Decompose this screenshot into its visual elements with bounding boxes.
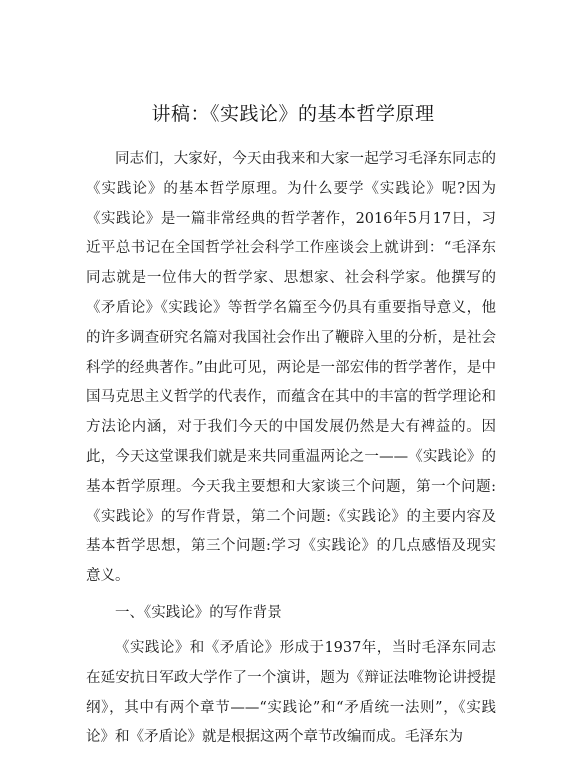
paragraph-background: 《实践论》和《矛盾论》形成于1937年，当时毛泽东同志在延安抗日军政大学作了一个演讲，题为《辩证法唯物论讲授提纲》，其中有两个章节——“实践论”和“矛盾统一法则”，《实践论》和《矛盾论》就是根据这两个章节改编而成。毛泽东为: [86, 639, 496, 746]
section-heading-1: 一、《实践论》的写作背景: [115, 604, 282, 621]
page-title: 讲稿：《实践论》的基本哲学原理: [151, 103, 435, 125]
document-body: [86, 145, 496, 753]
paragraph-intro: 同志们，大家好，今天由我来和大家一起学习毛泽东同志的《实践论》的基本哲学原理。为什么要学《实践论》呢?因为《实践论》是一篇非常经典的哲学著作，2016年5月17日，习近平总书记在全国哲学社会科学工作座谈会上就讲到：“毛泽东同志就是一位伟大的哲学家、思想家、社会科学家。他撰写的《矛盾论》《实践论》等哲学名篇至今仍具有重要指导意义，他的许多调查研究名篇对我国社会作出了鞭辟入里的分析，是社会科学的经典著作。”由此可见，两论是一部宏伟的哲学著作，是中国马克思主义哲学的代表作，而蕴含在其中的丰富的哲学理论和方法论内涵，对于我们今天的中国发展仍然是大有裨益的。因此，今天这堂课我们就是来共同重温两论之一——《实践论》的基本哲学原理。今天我主要想和大家谈三个问题，第一个问题:《实践论》的写作背景，第二个问题:《实践论》的主要内容及基本哲学思想，第三个问题:学习《实践论》的几点感悟及现实意义。: [86, 151, 496, 585]
